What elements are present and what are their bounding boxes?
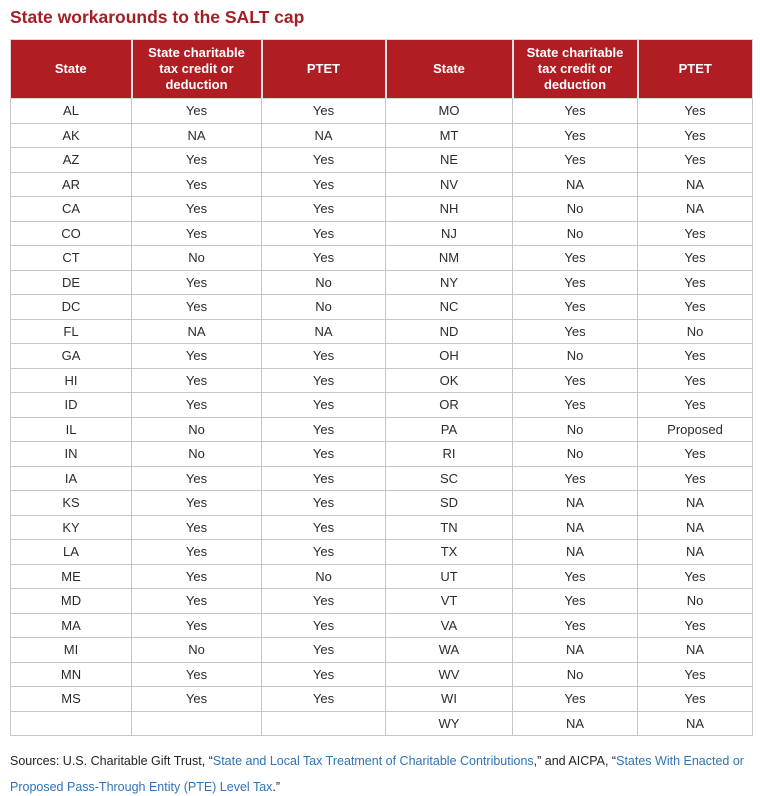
table-row xyxy=(11,466,753,491)
cell-credit: NA xyxy=(513,638,638,663)
cell-credit: Yes xyxy=(132,589,262,614)
cell-credit: Yes xyxy=(513,270,638,295)
cell-ptet: No xyxy=(262,295,386,320)
cell-state: NH xyxy=(386,197,513,222)
cell-state: NM xyxy=(386,246,513,271)
cell-state: IA xyxy=(11,466,132,491)
cell-state: NV xyxy=(386,172,513,197)
table-row xyxy=(11,687,753,712)
sources-middle: ,” and AICPA, “ xyxy=(533,754,617,768)
header-row xyxy=(11,40,753,99)
cell-state: TN xyxy=(386,515,513,540)
cell-credit: Yes xyxy=(132,564,262,589)
cell-state xyxy=(11,711,132,736)
cell-state: RI xyxy=(386,442,513,467)
cell-credit: Yes xyxy=(132,221,262,246)
cell-state: UT xyxy=(386,564,513,589)
cell-ptet: Yes xyxy=(262,197,386,222)
cell-ptet: Yes xyxy=(262,221,386,246)
table-row xyxy=(11,344,753,369)
col-header-ptet-left: PTET xyxy=(262,40,386,99)
col-header-state-left: State xyxy=(11,40,132,99)
table-row xyxy=(11,368,753,393)
cell-credit: No xyxy=(132,246,262,271)
cell-credit: Yes xyxy=(132,540,262,565)
cell-credit: Yes xyxy=(513,246,638,271)
cell-credit: Yes xyxy=(132,344,262,369)
cell-credit: NA xyxy=(513,711,638,736)
cell-credit: Yes xyxy=(132,613,262,638)
cell-ptet: Yes xyxy=(262,393,386,418)
cell-state: VA xyxy=(386,613,513,638)
cell-ptet: Yes xyxy=(638,466,753,491)
table-row xyxy=(11,148,753,173)
cell-credit: No xyxy=(513,197,638,222)
cell-credit: Yes xyxy=(132,368,262,393)
col-header-state-right: State xyxy=(386,40,513,99)
sources-prefix: Sources: U.S. Charitable Gift Trust, “ xyxy=(10,754,213,768)
cell-state: MO xyxy=(386,99,513,124)
cell-credit: NA xyxy=(132,123,262,148)
cell-state: CA xyxy=(11,197,132,222)
cell-ptet: NA xyxy=(638,540,753,565)
cell-ptet: Yes xyxy=(262,662,386,687)
cell-state: OK xyxy=(386,368,513,393)
salt-workarounds-table xyxy=(10,39,753,736)
cell-credit: Yes xyxy=(132,172,262,197)
cell-state: SD xyxy=(386,491,513,516)
cell-credit: Yes xyxy=(132,197,262,222)
cell-state: WI xyxy=(386,687,513,712)
cell-credit: Yes xyxy=(132,393,262,418)
cell-state: AK xyxy=(11,123,132,148)
cell-credit: Yes xyxy=(513,295,638,320)
cell-credit: Yes xyxy=(132,662,262,687)
cell-credit: Yes xyxy=(132,491,262,516)
cell-state: VT xyxy=(386,589,513,614)
cell-ptet: Yes xyxy=(262,638,386,663)
cell-state: NC xyxy=(386,295,513,320)
cell-state: MI xyxy=(11,638,132,663)
cell-ptet: Yes xyxy=(638,564,753,589)
cell-credit: Yes xyxy=(513,319,638,344)
cell-ptet: NA xyxy=(638,491,753,516)
cell-ptet: Yes xyxy=(638,148,753,173)
cell-credit: NA xyxy=(513,515,638,540)
cell-state: CT xyxy=(11,246,132,271)
cell-state: WV xyxy=(386,662,513,687)
cell-ptet: Yes xyxy=(262,246,386,271)
cell-state: WA xyxy=(386,638,513,663)
cell-credit: No xyxy=(513,344,638,369)
table-row xyxy=(11,295,753,320)
cell-credit: Yes xyxy=(132,687,262,712)
cell-state: ND xyxy=(386,319,513,344)
cell-state: GA xyxy=(11,344,132,369)
cell-ptet: No xyxy=(262,270,386,295)
cell-ptet: Yes xyxy=(638,221,753,246)
cell-ptet: NA xyxy=(638,711,753,736)
cell-ptet: Yes xyxy=(638,368,753,393)
cell-credit xyxy=(132,711,262,736)
cell-state: OH xyxy=(386,344,513,369)
cell-state: OR xyxy=(386,393,513,418)
cell-credit: Yes xyxy=(513,148,638,173)
col-header-credit-left: State charitable tax credit or deduction xyxy=(132,40,262,99)
cell-ptet: Yes xyxy=(262,687,386,712)
table-body xyxy=(11,99,753,736)
cell-state: IL xyxy=(11,417,132,442)
source-link-aicpa-pte[interactable]: States With Enacted or Proposed Pass-Through Entity (PTE) Level Tax xyxy=(10,754,744,794)
cell-state: TX xyxy=(386,540,513,565)
figure-title: State workarounds to the SALT cap xyxy=(10,7,305,27)
table-row xyxy=(11,197,753,222)
sources-suffix: .” xyxy=(272,780,281,794)
cell-credit: Yes xyxy=(132,295,262,320)
cell-credit: Yes xyxy=(513,368,638,393)
cell-credit: No xyxy=(132,417,262,442)
cell-credit: No xyxy=(132,442,262,467)
cell-ptet: Yes xyxy=(262,368,386,393)
cell-ptet xyxy=(262,711,386,736)
cell-ptet: Yes xyxy=(638,687,753,712)
table-row xyxy=(11,417,753,442)
cell-ptet: Yes xyxy=(262,442,386,467)
cell-state: MD xyxy=(11,589,132,614)
cell-ptet: Yes xyxy=(638,662,753,687)
cell-ptet: No xyxy=(638,589,753,614)
cell-ptet: Yes xyxy=(638,123,753,148)
cell-state: KY xyxy=(11,515,132,540)
table-row xyxy=(11,638,753,663)
col-header-credit-right: State charitable tax credit or deduction xyxy=(513,40,638,99)
table-row xyxy=(11,442,753,467)
cell-credit: No xyxy=(513,662,638,687)
table-row xyxy=(11,99,753,124)
table-row xyxy=(11,221,753,246)
cell-ptet: Yes xyxy=(638,393,753,418)
cell-credit: Yes xyxy=(513,99,638,124)
cell-credit: Yes xyxy=(513,613,638,638)
cell-state: NY xyxy=(386,270,513,295)
cell-ptet: NA xyxy=(262,319,386,344)
cell-state: PA xyxy=(386,417,513,442)
table-row xyxy=(11,172,753,197)
cell-ptet: Yes xyxy=(262,466,386,491)
cell-state: DC xyxy=(11,295,132,320)
table-row xyxy=(11,540,753,565)
cell-state: ME xyxy=(11,564,132,589)
cell-credit: Yes xyxy=(132,515,262,540)
cell-ptet: Yes xyxy=(262,613,386,638)
cell-state: NE xyxy=(386,148,513,173)
cell-credit: Yes xyxy=(132,99,262,124)
table-row xyxy=(11,270,753,295)
table-row xyxy=(11,491,753,516)
cell-credit: NA xyxy=(513,540,638,565)
cell-credit: NA xyxy=(513,172,638,197)
cell-ptet: NA xyxy=(638,515,753,540)
cell-credit: No xyxy=(132,638,262,663)
table-row xyxy=(11,711,753,736)
table-row xyxy=(11,246,753,271)
table-row xyxy=(11,564,753,589)
cell-ptet: No xyxy=(638,319,753,344)
cell-state: MS xyxy=(11,687,132,712)
cell-ptet: Yes xyxy=(262,589,386,614)
cell-state: MA xyxy=(11,613,132,638)
cell-ptet: Yes xyxy=(638,99,753,124)
cell-state: CO xyxy=(11,221,132,246)
cell-credit: No xyxy=(513,417,638,442)
cell-ptet: Yes xyxy=(638,442,753,467)
table-row xyxy=(11,613,753,638)
cell-state: ID xyxy=(11,393,132,418)
table-row xyxy=(11,589,753,614)
cell-state: LA xyxy=(11,540,132,565)
cell-credit: Yes xyxy=(513,687,638,712)
cell-credit: Yes xyxy=(513,564,638,589)
cell-ptet: NA xyxy=(638,197,753,222)
cell-ptet: No xyxy=(262,564,386,589)
cell-credit: Yes xyxy=(132,466,262,491)
cell-credit: No xyxy=(513,221,638,246)
table-row xyxy=(11,319,753,344)
cell-ptet: NA xyxy=(638,638,753,663)
cell-state: MT xyxy=(386,123,513,148)
cell-state: NJ xyxy=(386,221,513,246)
cell-ptet: Yes xyxy=(262,515,386,540)
cell-state: AL xyxy=(11,99,132,124)
cell-ptet: Yes xyxy=(262,172,386,197)
cell-state: WY xyxy=(386,711,513,736)
cell-ptet: Yes xyxy=(638,344,753,369)
cell-state: DE xyxy=(11,270,132,295)
table-row xyxy=(11,123,753,148)
cell-ptet: Yes xyxy=(262,540,386,565)
source-link-charitable-gift-trust[interactable]: State and Local Tax Treatment of Charitable Contributions xyxy=(212,754,534,768)
cell-state: MN xyxy=(11,662,132,687)
cell-ptet: Yes xyxy=(638,613,753,638)
cell-state: AR xyxy=(11,172,132,197)
cell-credit: Yes xyxy=(132,148,262,173)
cell-credit: NA xyxy=(132,319,262,344)
cell-credit: No xyxy=(513,442,638,467)
cell-state: FL xyxy=(11,319,132,344)
cell-ptet: Yes xyxy=(262,417,386,442)
cell-ptet: Proposed xyxy=(638,417,753,442)
cell-ptet: Yes xyxy=(262,491,386,516)
cell-state: AZ xyxy=(11,148,132,173)
table-row xyxy=(11,515,753,540)
cell-credit: Yes xyxy=(513,466,638,491)
cell-state: SC xyxy=(386,466,513,491)
cell-ptet: NA xyxy=(262,123,386,148)
cell-ptet: Yes xyxy=(262,99,386,124)
cell-ptet: Yes xyxy=(262,344,386,369)
cell-ptet: Yes xyxy=(262,148,386,173)
sources-note xyxy=(10,748,756,796)
cell-state: KS xyxy=(11,491,132,516)
cell-ptet: Yes xyxy=(638,295,753,320)
cell-ptet: NA xyxy=(638,172,753,197)
cell-credit: Yes xyxy=(132,270,262,295)
table-row xyxy=(11,393,753,418)
col-header-ptet-right: PTET xyxy=(638,40,753,99)
cell-ptet: Yes xyxy=(638,270,753,295)
cell-credit: NA xyxy=(513,491,638,516)
cell-ptet: Yes xyxy=(638,246,753,271)
cell-state: IN xyxy=(11,442,132,467)
cell-credit: Yes xyxy=(513,589,638,614)
cell-credit: Yes xyxy=(513,123,638,148)
cell-state: HI xyxy=(11,368,132,393)
table-row xyxy=(11,662,753,687)
cell-credit: Yes xyxy=(513,393,638,418)
